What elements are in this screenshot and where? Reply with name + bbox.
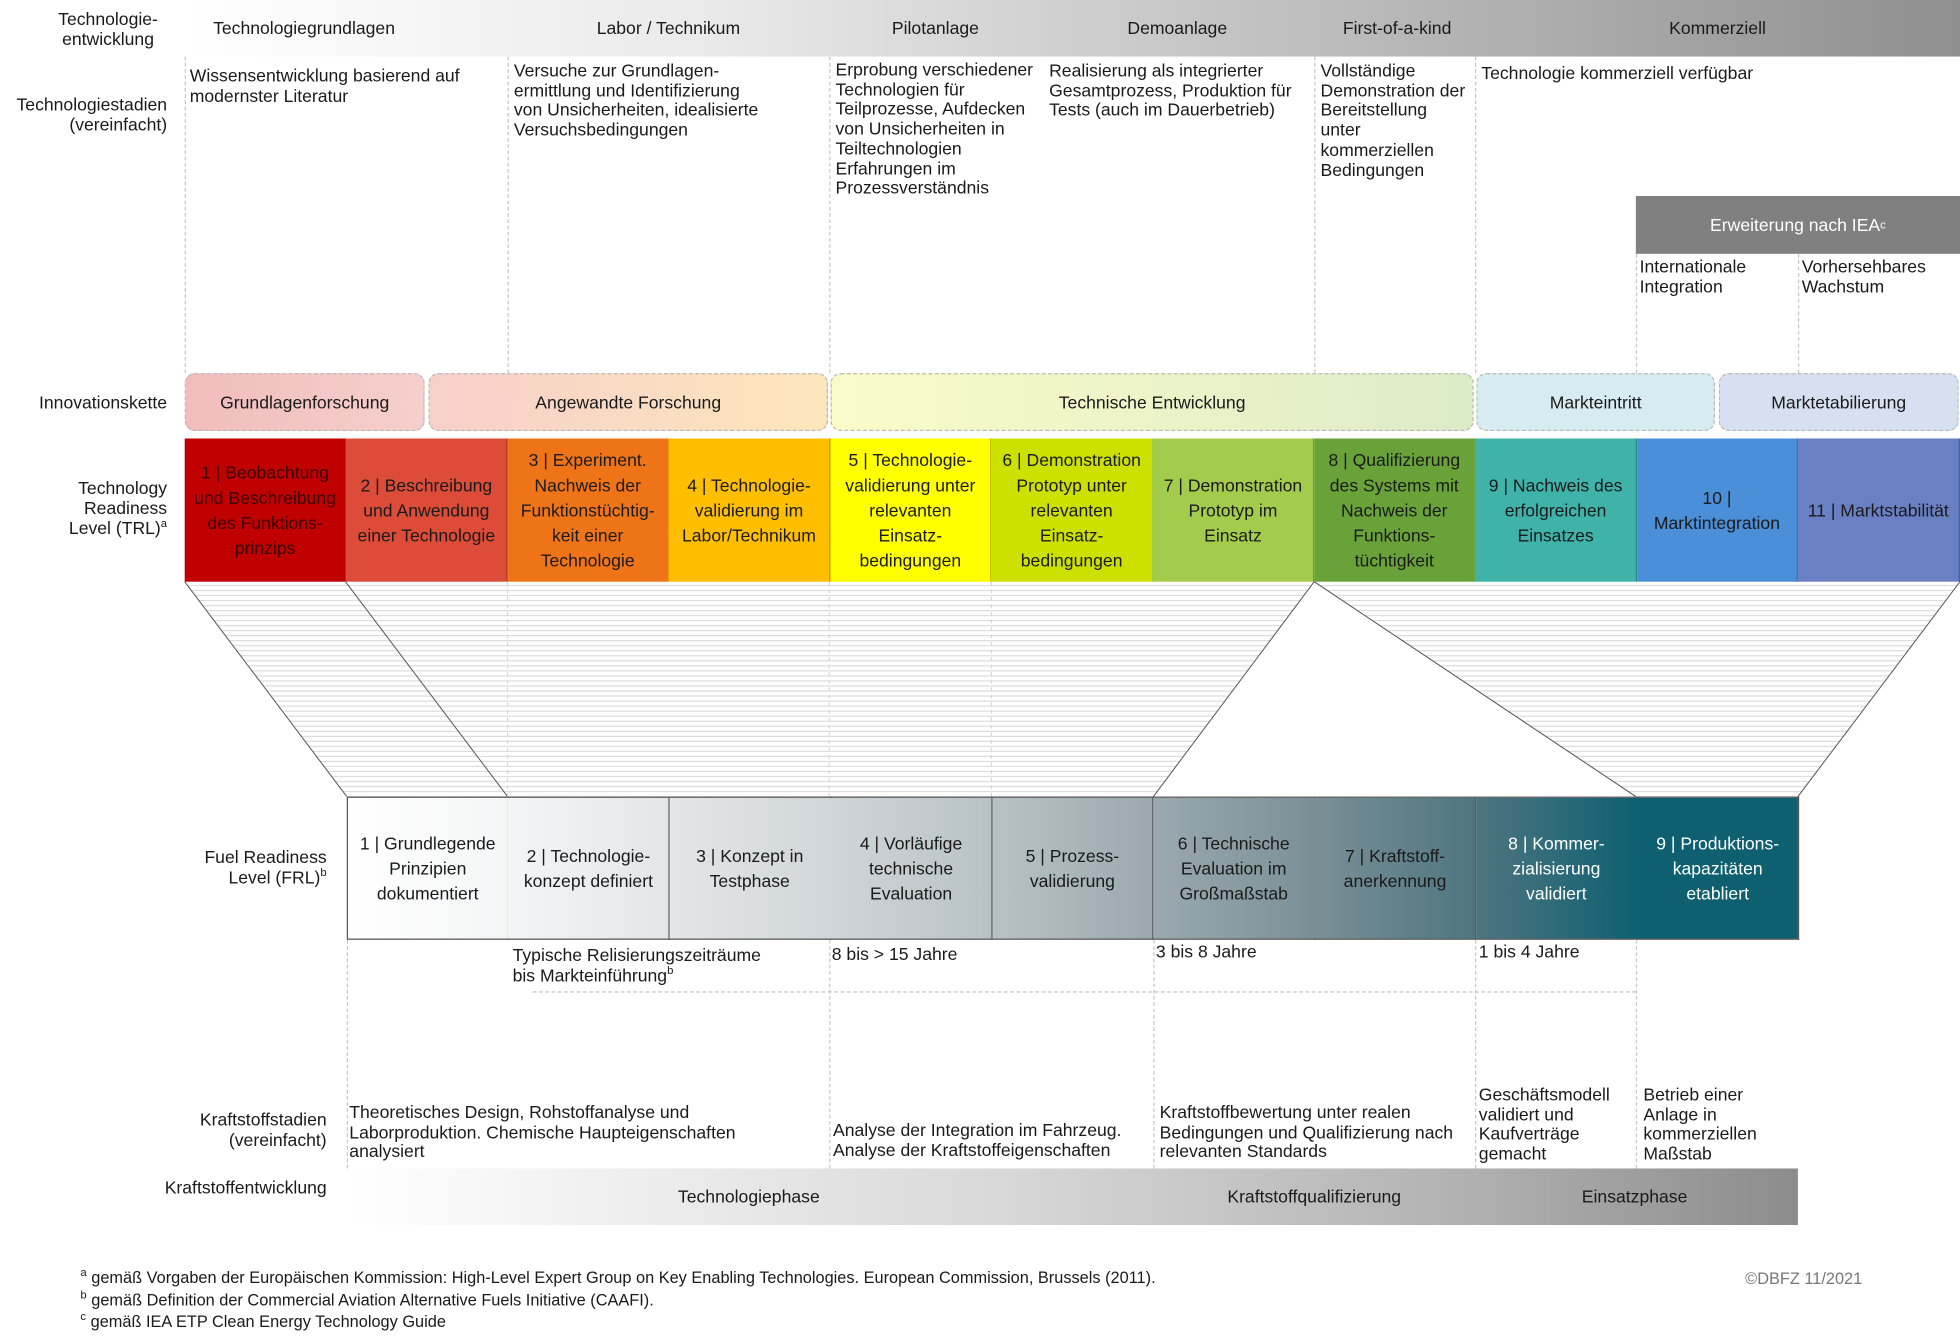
trl-level-3: 3 | Experiment. Nachweis der Funktionstüchtig- keit einer Technologie bbox=[507, 438, 669, 581]
tech-stage-2: Versuche zur Grundlagen- ermittlung und Identifizierung von Unsicherheiten, idealisierte Versuchsbedingungen bbox=[513, 60, 759, 140]
tech-stage-6: Technologie kommerziell verfügbar bbox=[1481, 62, 1754, 83]
trl-level-11: 11 | Marktstabilität bbox=[1798, 438, 1960, 581]
timeframe-1-4: 1 bis 4 Jahre bbox=[1478, 941, 1580, 962]
fuel-development-bar bbox=[347, 1168, 1798, 1225]
frl-level-7: 7 | Kraftstoff- anerkennung bbox=[1315, 797, 1477, 940]
timeframe-title-text: Typische Relisierungszeiträume bis Markteinführung bbox=[512, 944, 761, 985]
label-innovation-chain: Innovationskette bbox=[38, 391, 168, 413]
trl-level-1: 1 | Beobachtung und Beschreibung des Funktions- prinzips bbox=[185, 438, 347, 581]
iea-title: Erweiterung nach IEA bbox=[1710, 214, 1881, 235]
frl-level-1: 1 | Grundlegende Prinzipien dokumentiert bbox=[347, 797, 509, 940]
timeframe-title bbox=[513, 946, 761, 985]
frl-level-3: 3 | Konzept in Testphase bbox=[669, 797, 831, 940]
tech-stage-1: Wissensentwicklung basierend auf modernster Literatur bbox=[189, 65, 460, 106]
trl-level-6: 6 | Demonstration Prototyp unter relevanten Einsatz- bedingungen bbox=[991, 438, 1153, 581]
trl-level-5: 5 | Technologie- validierung unter relevanten Einsatz- bedingungen bbox=[830, 438, 992, 581]
copyright: ©DBFZ 11/2021 bbox=[1745, 1268, 1863, 1288]
innovation-markteintritt: Markteintritt bbox=[1476, 373, 1715, 431]
label-frl-sup: b bbox=[320, 866, 327, 879]
iea-item-international-integration: Internationale Integration bbox=[1639, 256, 1747, 297]
label-tech-stages: Technologiestadien (vereinfacht) bbox=[16, 94, 168, 135]
frl-level-8: 8 | Kommer- zialisierung validiert bbox=[1476, 797, 1638, 940]
label-tech-development: Technologie- entwicklung bbox=[58, 8, 158, 49]
footnote-a-sup: a bbox=[80, 1266, 87, 1279]
separator bbox=[1153, 940, 1154, 1169]
trl-level-9: 9 | Nachweis des erfolgreichen Einsatzes bbox=[1475, 438, 1637, 581]
tech-bar-kommerziell: Kommerziell bbox=[1669, 17, 1766, 38]
footnote-b bbox=[80, 1289, 653, 1310]
separator bbox=[347, 940, 348, 1169]
tech-stage-4: Realisierung als integrierter Gesamtprozess, Produktion für Tests (auch im Dauerbetrieb) bbox=[1049, 60, 1292, 120]
trl-level-10: 10 | Marktintegration bbox=[1637, 438, 1799, 581]
footnote-b-sup: b bbox=[80, 1288, 87, 1302]
footnote-c-text: gemäß IEA ETP Clean Energy Technology Guide bbox=[90, 1311, 446, 1331]
fuel-stage-5: Betrieb einer Anlage in kommerziellen Maßstab bbox=[1643, 1084, 1757, 1164]
trl-level-7: 7 | Demonstration Prototyp im Einsatz bbox=[1153, 438, 1315, 581]
innovation-marktetabilierung: Marktetabilierung bbox=[1719, 373, 1959, 431]
label-trl-sup: a bbox=[160, 516, 168, 530]
tech-bar-demoanlage: Demoanlage bbox=[1127, 17, 1228, 38]
separator bbox=[1475, 940, 1476, 1169]
fuel-stage-4: Geschäftsmodell validiert und Kaufverträge gemacht bbox=[1478, 1084, 1610, 1164]
fuel-bar-kraftstoffqualifizierung: Kraftstoffqualifizierung bbox=[1227, 1186, 1402, 1207]
label-fuel-stages: Kraftstoffstadien (vereinfacht) bbox=[199, 1109, 327, 1150]
hatch-left bbox=[185, 582, 1315, 797]
tech-stage-5: Vollständige Demonstration der Bereitstellung unter kommerziellen Bedingungen bbox=[1320, 60, 1466, 180]
trl-level-2: 2 | Beschreibung und Anwendung einer Technologie bbox=[346, 438, 508, 581]
tech-bar-pilotanlage: Pilotanlage bbox=[891, 17, 979, 38]
timeframe-sup: b bbox=[667, 963, 674, 977]
fuel-stage-2: Analyse der Integration im Fahrzeug. Analyse der Kraftstoffeigenschaften bbox=[832, 1119, 1122, 1160]
footnote-b-text: gemäß Definition der Commercial Aviation Alternative Fuels Initiative (CAAFI). bbox=[91, 1290, 654, 1310]
innovation-angewandte-forschung: Angewandte Forschung bbox=[428, 373, 828, 431]
frl-level-5: 5 | Prozess- validierung bbox=[992, 797, 1154, 940]
frl-level-6: 6 | Technische Evaluation im Großmaßstab bbox=[1153, 797, 1315, 940]
timeframe-3-8: 3 bis 8 Jahre bbox=[1155, 941, 1257, 962]
separator bbox=[1636, 940, 1637, 1169]
footnote-c-sup: c bbox=[80, 1310, 87, 1323]
timeframe-line bbox=[533, 991, 1636, 992]
label-fuel-development: Kraftstoffentwicklung bbox=[164, 1177, 327, 1198]
label-trl-text: Technology Readiness Level (TRL) bbox=[68, 477, 168, 538]
timeframe-8-15: 8 bis > 15 Jahre bbox=[831, 943, 958, 964]
footnote-c bbox=[80, 1310, 446, 1331]
trl-level-4: 4 | Technologie- validierung im Labor/Technikum bbox=[669, 438, 831, 581]
iea-item-predictable-growth: Vorhersehbares Wachstum bbox=[1801, 256, 1926, 297]
frl-level-2: 2 | Technologie- konzept definiert bbox=[508, 797, 670, 940]
innovation-technische-entwicklung: Technische Entwicklung bbox=[830, 373, 1473, 431]
innovation-grundlagenforschung: Grundlagenforschung bbox=[185, 373, 425, 431]
footnote-a-text: gemäß Vorgaben der Europäischen Kommission: High-Level Expert Group on Key Enabling Technologies. European Commission, Brussels (2011). bbox=[91, 1267, 1156, 1287]
frl-level-9: 9 | Produktions- kapazitäten etabliert bbox=[1637, 797, 1799, 940]
separator bbox=[829, 940, 830, 1169]
label-frl-text: Fuel Readiness Level (FRL) bbox=[204, 846, 327, 888]
tech-stage-3: Erprobung verschiedener Technologien für Teilprozesse, Aufdecken von Unsicherheiten in Teiltechnologien Erfahrungen im Prozessverständnis bbox=[835, 59, 1034, 198]
hatch-right bbox=[1314, 582, 1960, 797]
footnote-a bbox=[80, 1266, 1155, 1287]
tech-bar-technologiegrundlagen: Technologiegrundlagen bbox=[213, 17, 396, 38]
fuel-stage-1: Theoretisches Design, Rohstoffanalyse und Laborproduktion. Chemische Haupteigenschaften analysiert bbox=[349, 1101, 736, 1162]
tech-bar-labor: Labor / Technikum bbox=[596, 17, 741, 38]
trl-level-8: 8 | Qualifizierung des Systems mit Nachweis der Funktions- tüchtigkeit bbox=[1314, 438, 1476, 581]
fuel-bar-einsatzphase: Einsatzphase bbox=[1581, 1186, 1688, 1207]
fuel-stage-3: Kraftstoffbewertung unter realen Bedingungen und Qualifizierung nach relevanten Standards bbox=[1159, 1101, 1454, 1162]
tech-bar-first-of-a-kind: First-of-a-kind bbox=[1342, 17, 1452, 38]
fuel-bar-technologiephase: Technologiephase bbox=[677, 1186, 820, 1207]
iea-extension-box: Erweiterung nach IEA c bbox=[1636, 196, 1960, 254]
frl-level-4: 4 | Vorläufige technische Evaluation bbox=[831, 797, 993, 940]
